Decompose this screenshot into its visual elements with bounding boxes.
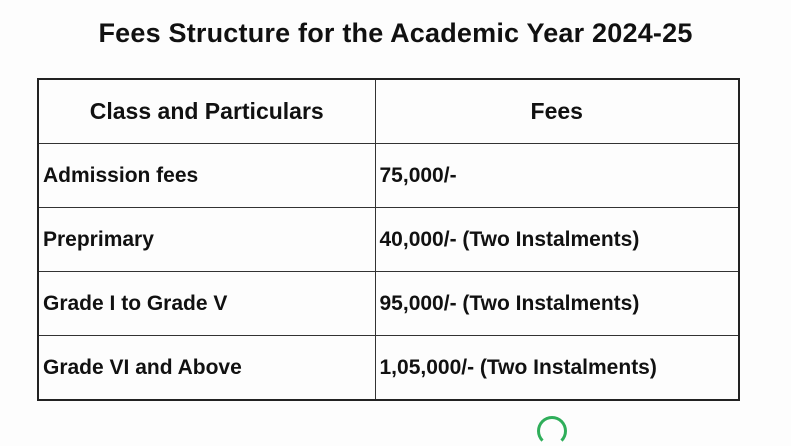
page-title: Fees Structure for the Academic Year 2024-25 (98, 18, 693, 48)
cell-fees: 75,000/- (375, 144, 739, 208)
cell-particular: Admission fees (38, 144, 375, 208)
cell-particular: Grade VI and Above (38, 336, 375, 401)
cell-particular: Preprimary (38, 208, 375, 272)
table-row (38, 272, 739, 336)
cell-fees: 95,000/- (Two Instalments) (375, 272, 739, 336)
header-fees: Fees (375, 79, 739, 144)
cell-fees: 1,05,000/- (Two Instalments) (375, 336, 739, 401)
fees-table (37, 78, 740, 401)
table-row (38, 144, 739, 208)
table-row (38, 336, 739, 401)
table-header-row (38, 79, 739, 144)
cell-fees: 40,000/- (Two Instalments) (375, 208, 739, 272)
header-class-particulars: Class and Particulars (38, 79, 375, 144)
stamp-mark-icon (537, 416, 567, 446)
table-row (38, 208, 739, 272)
cell-particular: Grade I to Grade V (38, 272, 375, 336)
